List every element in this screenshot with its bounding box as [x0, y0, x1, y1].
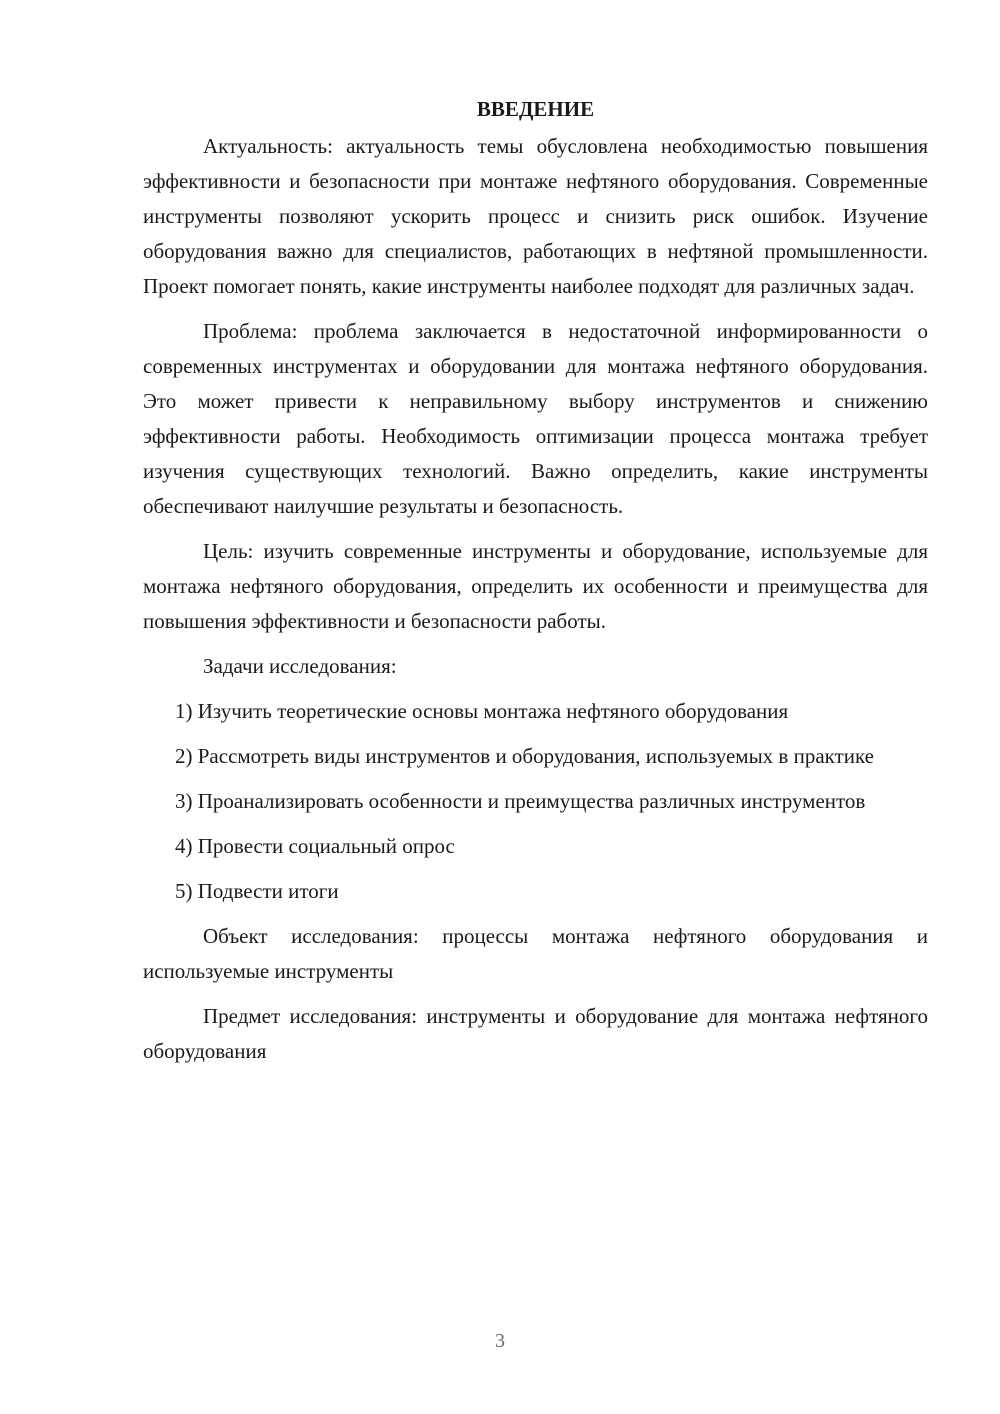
task-item-1: 1) Изучить теоретические основы монтажа нефтяного оборудования: [175, 699, 789, 723]
document-page: [143, 92, 928, 1079]
subject-paragraph: Предмет исследования: инструменты и оборудование для монтажа нефтяного оборудования: [143, 1004, 928, 1063]
task-item-2: 2) Рассмотреть виды инструментов и оборудования, используемых в практике: [175, 744, 874, 768]
section-title: ВВЕДЕНИЕ: [476, 97, 595, 121]
page-number: 3: [495, 1330, 505, 1352]
task-item-3: 3) Проанализировать особенности и преимущества различных инструментов: [175, 789, 866, 813]
task-item-5: 5) Подвести итоги: [175, 879, 339, 903]
goal-paragraph: Цель: изучить современные инструменты и оборудование, используемые для монтажа нефтяного оборудования, определить их особенности и преимущества для повышения эффективности и безопасности работы.: [143, 539, 928, 633]
relevance-paragraph: Актуальность: актуальность темы обусловлена необходимостью повышения эффективности и безопасности при монтаже нефтяного оборудования. Современные инструменты позволяют ускорить процесс и снизить риск ошибок. Изучение оборудования важно для специалистов, работающих в нефтяной промышленности. Проект помогает понять, какие инструменты наиболее подходят для различных задач.: [143, 134, 928, 298]
task-item-4: 4) Провести социальный опрос: [175, 834, 455, 858]
problem-paragraph: Проблема: проблема заключается в недостаточной информированности о современных инструментах и оборудовании для монтажа нефтяного оборудования. Это может привести к неправильному выбору инструментов и снижению эффективности работы. Необходимость оптимизации процесса монтажа требует изучения существующих технологий. Важно определить, какие инструменты обеспечивают наилучшие результаты и безопасность.: [143, 319, 928, 518]
object-paragraph: Объект исследования: процессы монтажа нефтяного оборудования и используемые инструменты: [143, 924, 928, 983]
tasks-heading: Задачи исследования:: [203, 654, 397, 678]
